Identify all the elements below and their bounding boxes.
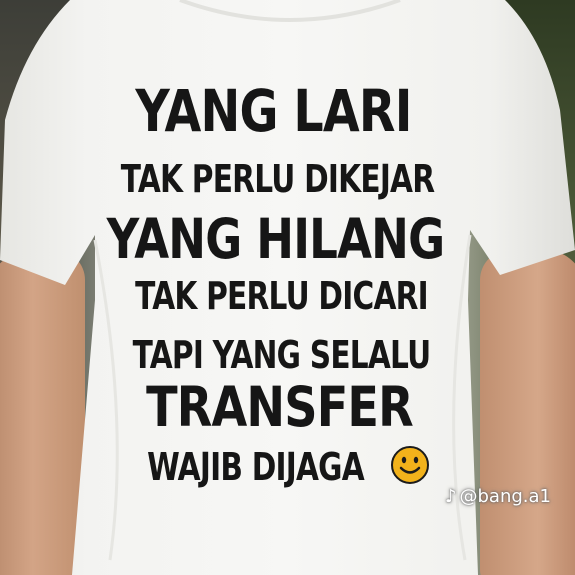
shirt-line-3: YANG HILANG (106, 207, 445, 271)
shirt-line-6: TRANSFER (146, 375, 413, 439)
shirt-line-5: TAPI YANG SELALU (132, 333, 431, 377)
shirt-line-2: TAK PERLU DIKEJAR (120, 157, 435, 201)
shirt-line-7: WAJIB DIJAGA (147, 445, 364, 489)
watermark-handle: @bang.a1 (459, 486, 551, 507)
smiley-face-icon (390, 445, 430, 485)
tiktok-watermark (445, 486, 551, 507)
tiktok-icon: ♪ (445, 486, 457, 507)
shirt-line-1: YANG LARI (135, 77, 412, 145)
shirt-line-4: TAK PERLU DICARI (135, 274, 428, 318)
